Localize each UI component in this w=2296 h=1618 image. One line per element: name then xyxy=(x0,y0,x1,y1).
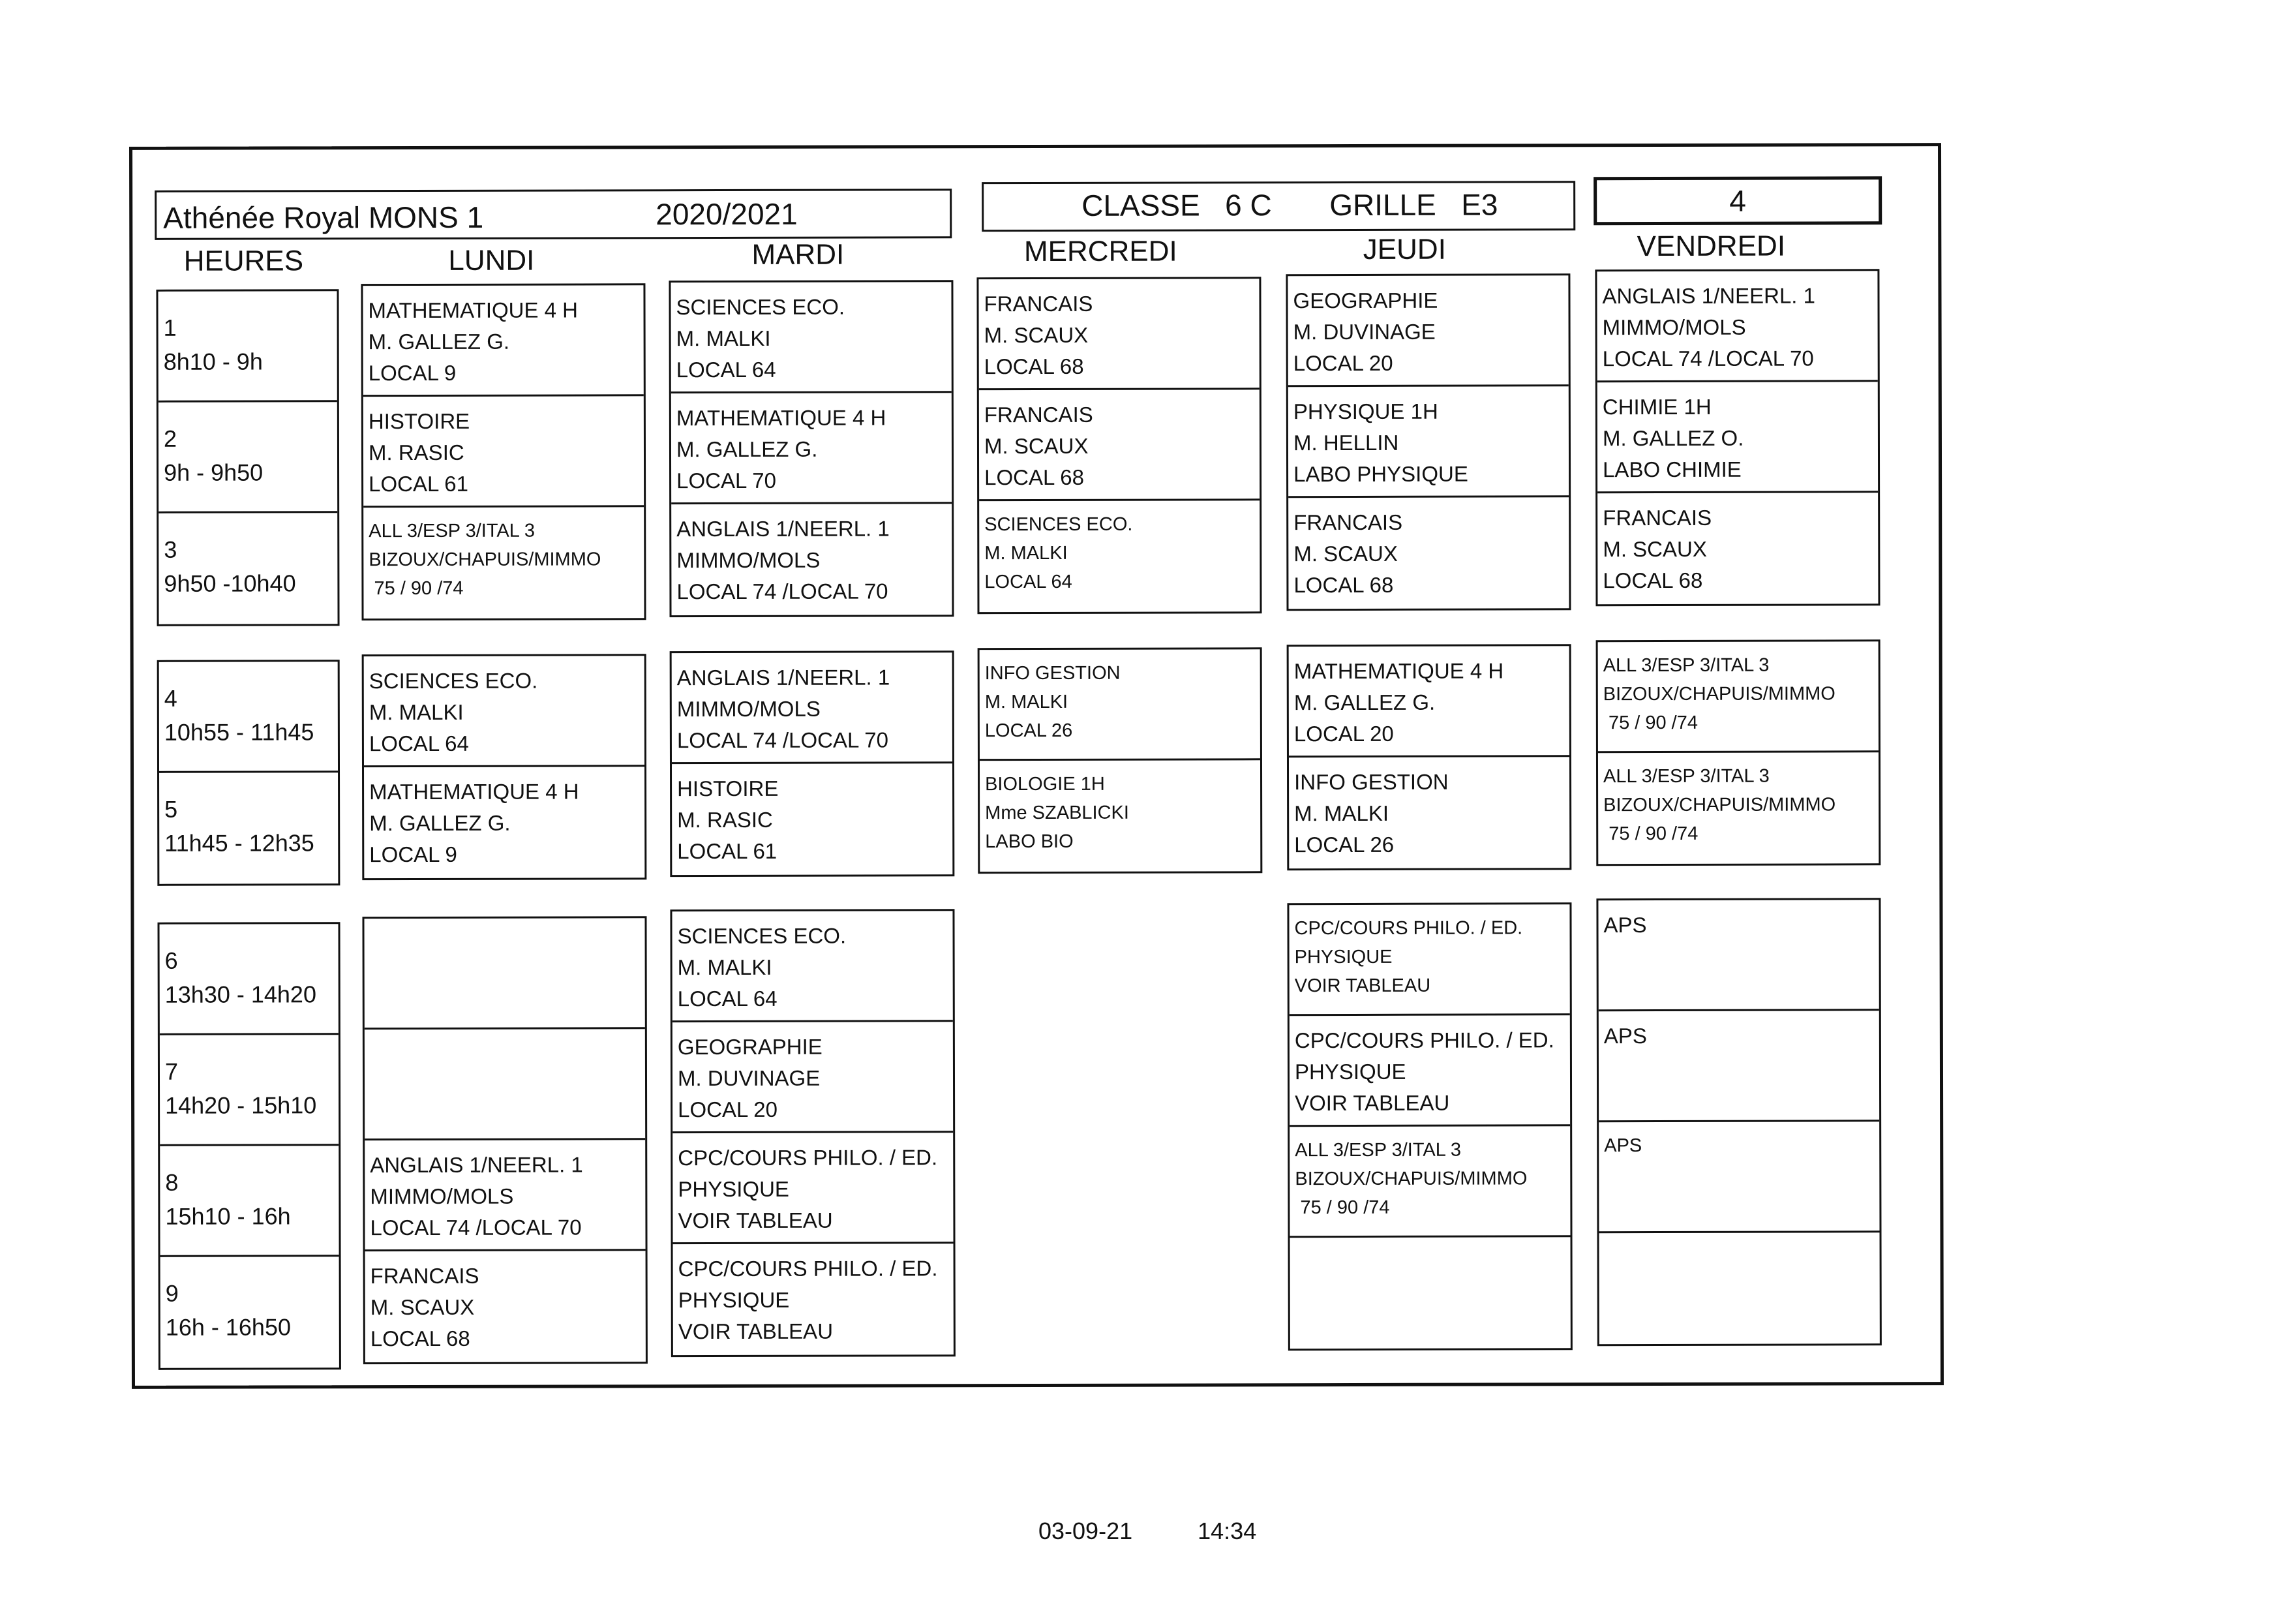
course-cell: APS xyxy=(1599,1122,1879,1233)
course-cell: MATHEMATIQUE 4 H M. GALLEZ G. LOCAL 9 xyxy=(363,285,643,397)
course-cell: ALL 3/ESP 3/ITAL 3 BIZOUX/CHAPUIS/MIMMO 75 / 90 /74 xyxy=(1598,641,1879,753)
mardi-block-afternoon xyxy=(670,909,955,1357)
course-cell-empty xyxy=(1290,1237,1571,1349)
lundi-block-morning xyxy=(361,283,646,620)
mardi-column xyxy=(669,280,955,1357)
hour-cell: 7 14h20 - 15h10 xyxy=(160,1035,339,1146)
print-time: 14:34 xyxy=(1198,1518,1257,1544)
course-cell: FRANCAIS M. SCAUX LOCAL 68 xyxy=(370,1263,479,1351)
hours-block-afternoon xyxy=(157,922,340,1370)
heading-vendredi: VENDREDI xyxy=(1637,230,1786,263)
school-header-box xyxy=(155,189,952,240)
lundi-block-afternoon xyxy=(362,916,647,1364)
heading-heures: HEURES xyxy=(183,245,304,277)
hours-block-late-morning xyxy=(157,660,340,886)
jeudi-block-morning xyxy=(1286,273,1571,611)
course-cell: GEOGRAPHIE M. DUVINAGE LOCAL 20 xyxy=(1288,275,1568,387)
course-cell-empty xyxy=(364,918,644,1030)
hours-block-morning xyxy=(156,289,339,626)
mercredi-block-morning xyxy=(976,277,1261,614)
grid-label: GRILLE E3 xyxy=(1329,187,1498,222)
course-cell-empty xyxy=(1599,1232,1880,1344)
course-cell: ALL 3/ESP 3/ITAL 3 BIZOUX/CHAPUIS/MIMMO 75 / 90 /74 xyxy=(1290,1126,1570,1238)
heading-mercredi: MERCREDI xyxy=(1023,235,1177,268)
course-cell: FRANCAIS M. SCAUX LOCAL 68 xyxy=(1603,505,1712,593)
mercredi-block-late-morning xyxy=(978,647,1263,874)
course-cell: CPC/COURS PHILO. / ED. PHYSIQUE VOIR TABLEAU xyxy=(672,1133,953,1244)
course-cell: MATHEMATIQUE 4 H M. GALLEZ G. LOCAL 9 xyxy=(369,779,579,867)
vendredi-block-late-morning xyxy=(1596,639,1881,866)
heading-jeudi: JEUDI xyxy=(1363,233,1446,266)
mercredi-column xyxy=(976,277,1262,874)
course-cell: CPC/COURS PHILO. / ED. PHYSIQUE VOIR TABLEAU xyxy=(678,1256,938,1344)
school-name: Athénée Royal MONS 1 xyxy=(163,200,484,235)
lundi-block-late-morning xyxy=(362,654,647,880)
course-cell: SCIENCES ECO. M. MALKI LOCAL 64 xyxy=(364,656,644,767)
jeudi-block-afternoon xyxy=(1287,902,1572,1351)
hour-cell: 2 9h - 9h50 xyxy=(159,402,337,513)
print-date: 03-09-21 xyxy=(1038,1518,1133,1544)
course-cell: SCIENCES ECO. M. MALKI LOCAL 64 xyxy=(984,513,1133,593)
course-cell: ALL 3/ESP 3/ITAL 3 BIZOUX/CHAPUIS/MIMMO 75 / 90 /74 xyxy=(369,520,601,600)
vendredi-block-afternoon xyxy=(1596,898,1881,1346)
print-timestamp xyxy=(1038,1518,1315,1545)
mardi-block-late-morning xyxy=(670,650,955,877)
course-cell-empty xyxy=(365,1029,645,1140)
course-cell: PHYSIQUE 1H M. HELLIN LABO PHYSIQUE xyxy=(1288,386,1569,498)
hour-cell: 8 15h10 - 16h xyxy=(160,1146,339,1257)
course-cell: ANGLAIS 1/NEERL. 1 MIMMO/MOLS LOCAL 74 /LOCAL 70 xyxy=(1597,271,1877,382)
hour-cell: 3 9h50 -10h40 xyxy=(164,536,296,597)
page-number-box xyxy=(1594,176,1882,225)
hour-cell: 5 11h45 - 12h35 xyxy=(164,795,314,857)
class-label: CLASSE 6 C xyxy=(1081,188,1272,222)
course-cell: HISTOIRE M. RASIC LOCAL 61 xyxy=(677,776,779,864)
vendredi-block-morning xyxy=(1595,269,1880,606)
course-cell: BIOLOGIE 1H Mme SZABLICKI LABO BIO xyxy=(985,773,1129,853)
course-cell: ANGLAIS 1/NEERL. 1 MIMMO/MOLS LOCAL 74 /LOCAL 70 xyxy=(365,1140,645,1251)
course-cell: HISTOIRE M. RASIC LOCAL 61 xyxy=(363,396,644,508)
course-cell: FRANCAIS M. SCAUX LOCAL 68 xyxy=(979,389,1260,501)
course-cell: ALL 3/ESP 3/ITAL 3 BIZOUX/CHAPUIS/MIMMO 75 / 90 /74 xyxy=(1603,765,1836,845)
course-cell: ANGLAIS 1/NEERL. 1 MIMMO/MOLS LOCAL 74 /LOCAL 70 xyxy=(672,652,952,764)
heading-lundi: LUNDI xyxy=(448,244,535,277)
course-cell: MATHEMATIQUE 4 H M. GALLEZ G. LOCAL 70 xyxy=(671,393,952,504)
page-number: 4 xyxy=(1729,183,1747,218)
jeudi-column xyxy=(1286,273,1572,1351)
course-cell: ANGLAIS 1/NEERL. 1 MIMMO/MOLS LOCAL 74 /LOCAL 70 xyxy=(676,516,890,604)
mardi-block-morning xyxy=(669,280,954,617)
school-year: 2020/2021 xyxy=(656,196,798,232)
hour-cell: 4 10h55 - 11h45 xyxy=(159,662,338,773)
vendredi-column xyxy=(1595,269,1881,1346)
course-cell: FRANCAIS M. SCAUX LOCAL 68 xyxy=(1293,510,1403,598)
heading-mardi: MARDI xyxy=(751,238,845,271)
timetable-frame xyxy=(129,143,1944,1389)
course-cell: APS xyxy=(1599,1011,1879,1122)
hours-column xyxy=(156,289,340,1370)
course-cell: MATHEMATIQUE 4 H M. GALLEZ G. LOCAL 20 xyxy=(1289,646,1569,757)
class-header-box xyxy=(982,181,1575,232)
course-cell: GEOGRAPHIE M. DUVINAGE LOCAL 20 xyxy=(672,1022,953,1133)
hour-cell: 1 8h10 - 9h xyxy=(158,291,337,403)
course-cell: INFO GESTION M. MALKI LOCAL 26 xyxy=(1294,769,1449,857)
course-cell: FRANCAIS M. SCAUX LOCAL 68 xyxy=(978,279,1259,390)
course-cell: INFO GESTION M. MALKI LOCAL 26 xyxy=(980,649,1260,761)
course-cell: SCIENCES ECO. M. MALKI LOCAL 64 xyxy=(672,911,952,1022)
course-cell: SCIENCES ECO. M. MALKI LOCAL 64 xyxy=(671,282,951,393)
course-cell: CPC/COURS PHILO. / ED. PHYSIQUE VOIR TABLEAU xyxy=(1290,1015,1570,1127)
jeudi-block-late-morning xyxy=(1287,644,1572,870)
course-cell: CHIMIE 1H M. GALLEZ O. LABO CHIMIE xyxy=(1597,382,1878,493)
course-cell: CPC/COURS PHILO. / ED. PHYSIQUE VOIR TABLEAU xyxy=(1289,904,1569,1016)
hour-cell: 6 13h30 - 14h20 xyxy=(160,924,339,1035)
lundi-column xyxy=(361,283,647,1364)
hour-cell: 9 16h - 16h50 xyxy=(165,1279,292,1341)
course-cell: APS xyxy=(1598,900,1879,1011)
